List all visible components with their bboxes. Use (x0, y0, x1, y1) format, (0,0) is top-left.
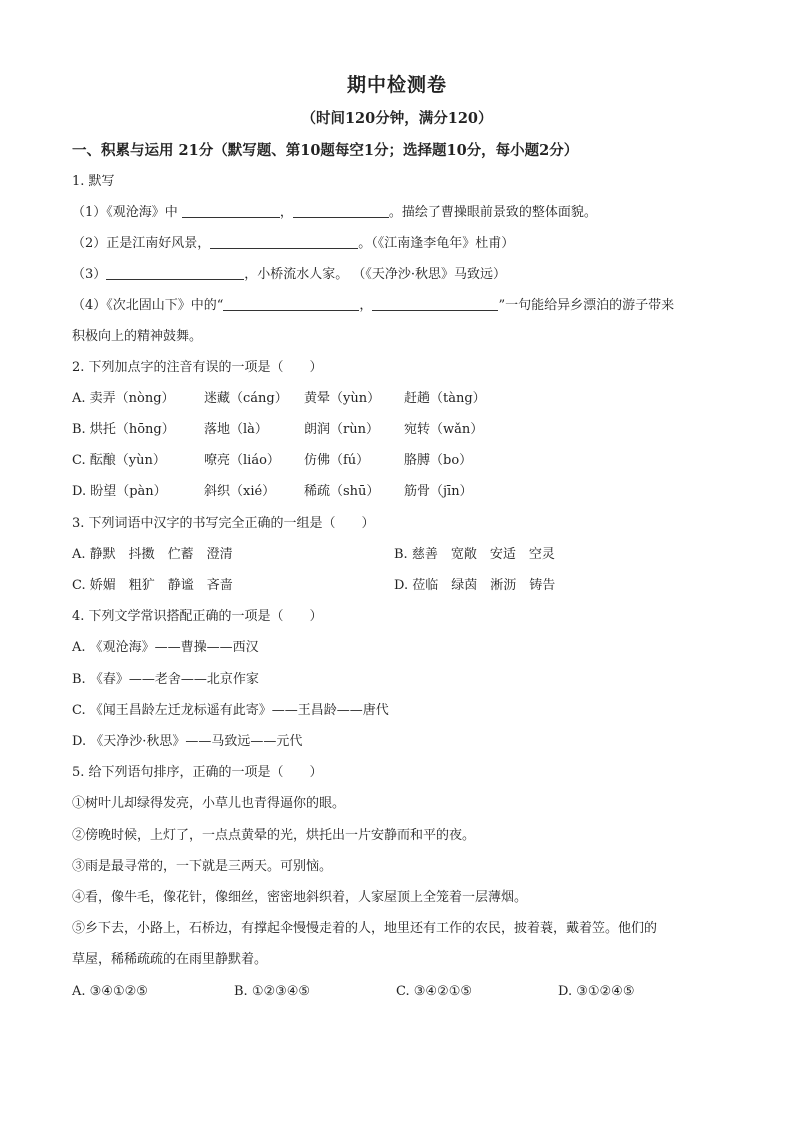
q2-option-d[interactable] (72, 482, 504, 502)
q3-option-b[interactable]: B. 慈善 宽敞 安适 空灵 (394, 547, 555, 562)
q2-word: B. 烘托（hōng） (72, 422, 175, 437)
q2-word: 朗润（rùn） (304, 422, 379, 437)
blank-field[interactable] (372, 297, 498, 311)
q5-option-d[interactable]: D. ③①②④⑤ (558, 984, 635, 999)
q1-item-2-pre: （2）正是江南好风景， (72, 236, 211, 251)
q3-options-ab (72, 545, 555, 565)
section-heading: 一、积累与运用 21分（默写题、第10题每空1分；选择题10分，每小题2分） (72, 142, 579, 159)
q2-stem: 2. 下列加点字的注音有误的一项是（ ） (72, 360, 323, 375)
q5-option-b[interactable]: B. ①②③④⑤ (234, 984, 311, 999)
q2-word: 胳膊（bo） (404, 453, 473, 468)
q1-item-1 (72, 203, 597, 223)
q3-option-c[interactable]: C. 娇媚 粗犷 静谧 吝啬 (72, 578, 233, 593)
q5-sentence-5: ⑤乡下去，小路上，石桥边，有撑起伞慢慢走着的人，地里还有工作的农民，披着蓑，戴着笠。他们的 (72, 921, 658, 936)
q1-item-4-cont: 积极向上的精神鼓舞。 (72, 329, 203, 344)
q5-sentence-3: ③雨是最寻常的，一下就是三两天。可别恼。 (72, 859, 333, 874)
q3-option-a[interactable]: A. 静默 抖擞 伫蓄 澄清 (72, 547, 233, 562)
q5-sentence-1: ①树叶儿却绿得发亮，小草儿也青得逼你的眼。 (72, 796, 346, 811)
q2-word: 迷藏（cáng） (204, 391, 288, 406)
q1-item-4-pre: （4）《次北固山下》中的“ (72, 298, 224, 313)
q5-stem: 5. 给下列语句排序，正确的一项是（ ） (72, 765, 323, 780)
q1-item-2 (72, 234, 514, 254)
q2-word: 仿佛（fú） (304, 453, 370, 468)
q2-word: 赶趟（tàng） (404, 391, 486, 406)
comma: ， (279, 205, 293, 220)
q1-stem: 1. 默写 (72, 174, 115, 189)
page-subtitle: （时间120分钟，满分120） (301, 110, 493, 127)
q2-word: 斜织（xié） (204, 484, 276, 499)
q5-option-a[interactable]: A. ③④①②⑤ (72, 984, 148, 999)
q1-item-3 (72, 265, 506, 285)
q2-word: 宛转（wǎn） (404, 422, 484, 437)
q2-word: 稀疏（shū） (304, 484, 380, 499)
q2-word: 筋骨（jīn） (404, 484, 473, 499)
q1-item-1-post: 。描绘了曹操眼前景致的整体面貌。 (388, 205, 597, 220)
q3-stem: 3. 下列词语中汉字的书写完全正确的一组是（ ） (72, 516, 375, 531)
blank-field[interactable] (106, 266, 244, 280)
blank-field[interactable] (182, 204, 280, 218)
q2-option-a[interactable] (72, 389, 504, 409)
q1-item-2-post: 。（《江南逢李龟年》杜甫） (358, 236, 515, 251)
q5-options (72, 982, 635, 1002)
page-title: 期中检测卷 (346, 74, 447, 96)
q4-option-b[interactable]: B. 《春》——老舍——北京作家 (72, 672, 259, 687)
q4-stem: 4. 下列文学常识搭配正确的一项是（ ） (72, 609, 323, 624)
q4-option-d[interactable]: D. 《天净沙·秋思》——马致远——元代 (72, 734, 303, 749)
q1-item-1-pre: （1）《观沧海》中 (72, 205, 182, 220)
q2-word: D. 盼望（pàn） (72, 484, 167, 499)
q2-option-b[interactable] (72, 420, 504, 440)
q1-item-4-post: ”一句能给异乡漂泊的游子带来 (498, 298, 675, 313)
q3-options-cd (72, 576, 555, 596)
q5-sentence-2: ②傍晚时候，上灯了，一点点黄晕的光，烘托出一片安静而和平的夜。 (72, 828, 476, 843)
blank-field[interactable] (293, 204, 389, 218)
q4-option-c[interactable]: C. 《闻王昌龄左迁龙标遥有此寄》——王昌龄——唐代 (72, 703, 389, 718)
q1-item-4 (72, 296, 674, 316)
q2-word: 黄晕（yùn） (304, 391, 381, 406)
q3-option-d[interactable]: D. 莅临 绿茵 淅沥 铸告 (394, 578, 556, 593)
blank-field[interactable] (210, 235, 358, 249)
q5-option-c[interactable]: C. ③④②①⑤ (396, 984, 473, 999)
q5-sentence-4: ④看，像牛毛，像花针，像细丝，密密地斜织着，人家屋顶上全笼着一层薄烟。 (72, 890, 528, 905)
blank-field[interactable] (223, 297, 359, 311)
q1-item-3-post: ，小桥流水人家。 （《天净沙·秋思》马致远） (244, 267, 507, 282)
q4-option-a[interactable]: A. 《观沧海》——曹操——西汉 (72, 640, 259, 655)
q5-sentence-5-cont: 草屋，稀稀疏疏的在雨里静默着。 (72, 952, 268, 967)
q2-option-c[interactable] (72, 451, 504, 471)
q2-word: C. 酝酿（yùn） (72, 453, 166, 468)
q1-item-3-pre: （3） (72, 267, 107, 282)
q2-word: A. 卖弄（nòng） (72, 391, 175, 406)
q2-word: 落地（là） (204, 422, 268, 437)
comma: ， (359, 298, 373, 313)
q2-word: 嘹亮（liáo） (204, 453, 280, 468)
